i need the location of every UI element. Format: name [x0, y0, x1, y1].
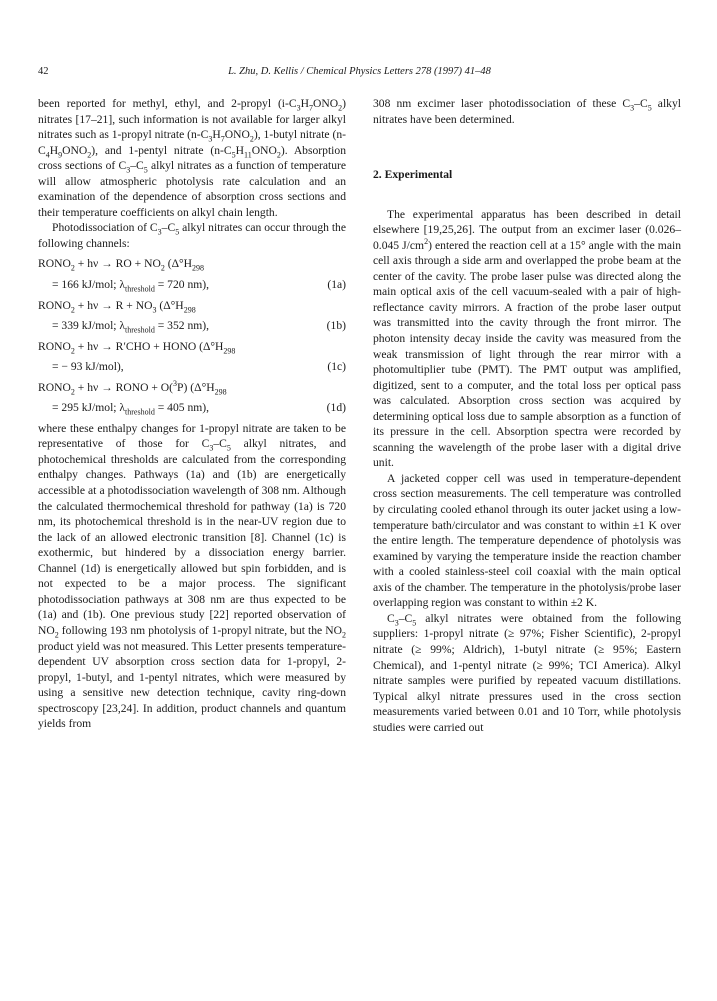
page-header	[38, 66, 681, 82]
page-number: 42	[38, 66, 49, 77]
equation-1c-line1: $RONO_2 + h\nu \to R'CHO$ + HONO ($\Delta^\circ H_{298}$	[38, 339, 236, 355]
paragraph-pathways: where these enthalpy changes for 1-propyl nitrate are taken to be representative of those for $C_3-C_5$ alkyl nitrates, and photochemical thresholds are calculated from the corresponding enthalpy changes. Pathways (1a) and (1b) are energetically accessible at a photodissociation wavelength of 308 nm. Although the calculated thermochemical threshold for pathway (1a) is 720 nm, its photochemical threshold is in the near-UV region due to the lack of an allowed electronic transition [8]. Channel (1c) is exothermic, but hindered by a dissociation energy barrier. Channel (1d) is energetically allowed but spin forbidden, and is not expected to be a major process. The significant photodissociation pathways at 308 nm are thus expected to be (1a) and (1b). One previous study [22] reported observation of $NO_2$ following 193 nm photolysis of 1-propyl nitrate, but the $NO_2$ product yield was not measured. This Letter presents temperature-dependent UV absorption cross section data for 1-propyl, 2-propyl, 1-butyl, and 1-pentyl nitrates, which were measured by using a sensitive new detection technique, cavity ring-down spectroscopy [23,24]. In addition, product channels and quantum yields from	[38, 421, 346, 731]
paragraph-temperature-cell: A jacketed copper cell was used in temperature-dependent cross section measurements. The cell temperature was controlled by circulating cooled ethanol through its outer jacket using a low-temperature bath/circulator and was constant to within ±1 K over the entire length. The temperature dependence of photolysis was examined by varying the temperature inside the reaction chamber with a cooled stainless-steel coil coaxial with the main optical axis of the chamber. The temperature in the photolysis/probe laser overlapping region was constant to within ±2 K.	[373, 471, 681, 610]
equation-1a-line1: $RONO_2 + h\nu$ → RO + $NO_2$ ($\Delta^\circ H_{298}$	[38, 257, 205, 273]
equation-1a-line2: = 166 kJ/mol; $\lambda_{threshold} = 720$ nm), (1a)	[52, 278, 346, 294]
paragraph-suppliers: $C_3-C_5$ alkyl nitrates were obtained from the following suppliers: 1-propyl nitrate (≥ 97%; Fisher Scientific), 2-propyl nitrate (≥ 99%; Aldrich), 1-butyl nitrate (≥ 95%; Eastern Chemical), and 1-pentyl nitrate (≥ 99%; TCI America). Alkyl nitrate samples were purified by repeated vacuum distillations. Typical alkyl nitrate pressures used in the cross section measurements varied between 0.01 and 10 Torr, while photolysis studies were carried out	[373, 611, 681, 734]
paragraph-channels: Photodissociation of $C_3-C_5$ alkyl nitrates can occur through the following channels:	[38, 221, 346, 250]
running-title: L. Zhu, D. Kellis / Chemical Physics Letters 278 (1997) 41–48	[228, 66, 491, 77]
paragraph-continuation: 308 nm excimer laser photodissociation of these $C_3-C_5$ alkyl nitrates have been determined.	[373, 97, 681, 126]
equation-1c-line2: = − 93 kJ/mol), (1c)	[52, 360, 346, 374]
equation-1b-line2: = 339 kJ/mol; $\lambda_{threshold} = 352$ nm), (1b)	[52, 319, 346, 335]
equation-1b-line1: $RONO_2 + h\nu \to R + NO_3$ ($\Delta^\circ H_{298}$	[38, 298, 196, 314]
equation-number-1b: (1b)	[326, 319, 346, 333]
section-title-experimental: 2. Experimental	[373, 168, 453, 182]
equation-number-1c: (1c)	[327, 360, 346, 374]
right-column	[373, 96, 681, 735]
equation-number-1d: (1d)	[326, 401, 346, 415]
equation-1d-line1: $RONO_2 + h\nu$ → RONO + O($^3$P) ($\Delta^\circ H_{298}$	[38, 378, 227, 397]
equation-number-1a: (1a)	[327, 278, 346, 292]
paragraph-apparatus: The experimental apparatus has been described in detail elsewhere [19,25,26]. The output from an excimer laser (0.026–0.045 $J/cm^2$) entered the reaction cell at a 15° angle with the main cell axis through a side arm and overlapped the probe beam at the center of the cavity. The probe laser pulse was directed along the main optical axis of the cell vacuum-sealed with a pair of high-reflectance cavity mirrors. A fraction of the probe laser output was transmitted into the cavity through the front mirror. The photon intensity decay inside the cavity was measured from the weak transmission of light through the rear mirror with a photomultiplier tube (PMT). The PMT output was amplified, digitized, sent to a computer, and the total loss per optical pass was calculated. Absorption cross section was acquired by determining optical loss due to sample absorption as a function of its pressure in the cell. Absorption spectra were recorded by scanning the wavelength of the probe laser with a digital drive unit.	[373, 207, 681, 470]
paragraph-intro: been reported for methyl, ethyl, and 2-propyl $(i-C_3H_7ONO_2)$ nitrates [17–21], such information is not available for larger alkyl nitrates such as 1-propyl nitrate $(n-C_3H_7ONO_2)$, 1-butyl nitrate $(n-C_4H_9ONO_2)$, and 1-pentyl nitrate $(n-C_5H_{11}ONO_2)$. Absorption cross sections of $C_3-C_5$ alkyl nitrates as a function of temperature will allow atmospheric photolysis rate calculation and an examination of the dependence of absorption cross sections and their temperature coefficients on alkyl chain length.	[38, 97, 347, 219]
equation-1d-line2: = 295 kJ/mol; $\lambda_{threshold} = 405$ nm), (1d)	[52, 401, 346, 417]
left-column	[38, 96, 346, 732]
